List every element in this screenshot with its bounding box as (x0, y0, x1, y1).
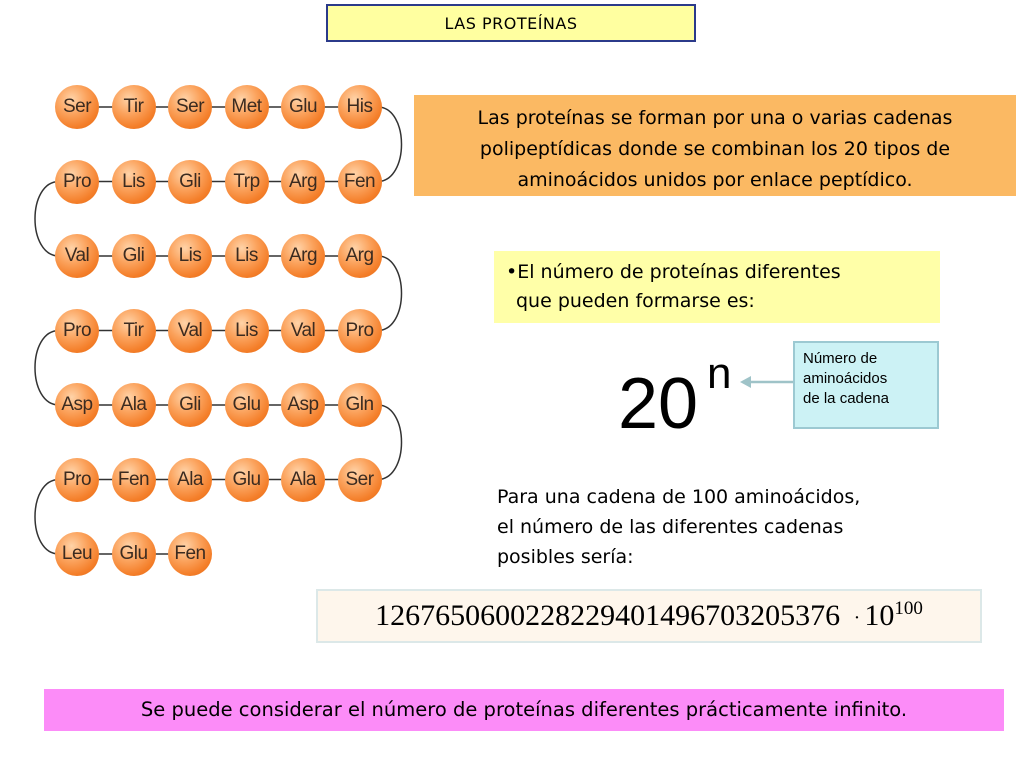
amino-acid-label: Pro (62, 468, 92, 490)
chain-turn-link (378, 107, 402, 182)
amino-acid-bead (338, 85, 382, 129)
result-base: 10 (864, 599, 895, 632)
amino-acid-bead (225, 383, 269, 427)
intro-line-2: polipeptídicas donde se combinan los 20 tipos de (479, 138, 951, 160)
amino-acid-label: Pro (345, 319, 374, 341)
amino-acid-label: Trp (233, 170, 260, 192)
chain-turn-link (35, 182, 59, 257)
amino-acid-label: Glu (232, 394, 261, 415)
amino-acid-label: Ser (62, 96, 92, 117)
paragraph-line-2: el número de las diferentes cadenas (497, 516, 844, 538)
amino-acid-bead (225, 458, 269, 502)
amino-acid-label: Gli (122, 245, 145, 266)
amino-acid-label: Fen (343, 170, 376, 192)
amino-acid-bead (225, 85, 269, 129)
amino-acid-label: Gli (179, 170, 201, 192)
amino-acid-label: Val (64, 245, 90, 266)
amino-acid-bead (168, 532, 212, 576)
amino-acid-bead (168, 85, 212, 129)
chain-turn-link (378, 405, 402, 480)
arrow-left-icon (738, 372, 796, 392)
result-mantissa: 1267650600228229401496703205376 (375, 599, 841, 632)
amino-acid-bead (338, 458, 382, 502)
amino-acid-label: Gln (345, 394, 374, 415)
amino-acid-bead (112, 160, 156, 204)
amino-acid-label: Fen (174, 543, 206, 564)
amino-acid-bead (168, 458, 212, 502)
amino-acid-label: Leu (61, 543, 93, 564)
amino-acid-bead (225, 160, 269, 204)
amino-acid-bead (281, 458, 325, 502)
amino-acid-bead (281, 234, 325, 278)
amino-acid-bead (225, 309, 269, 353)
formula-exponent: n (707, 349, 732, 398)
amino-acid-bead (338, 309, 382, 353)
bullet-line-2: que pueden formarse es: (516, 290, 755, 312)
amino-acid-bead (225, 234, 269, 278)
bullet-box (494, 251, 940, 323)
amino-acid-label: Lis (178, 245, 202, 266)
paragraph-line-1: Para una cadena de 100 aminoácidos, (497, 486, 861, 508)
amino-acid-bead (55, 383, 99, 427)
amino-acid-label: Lis (235, 245, 258, 266)
amino-acid-label: Val (177, 319, 203, 341)
amino-acid-bead (168, 309, 212, 353)
amino-acid-label: Asp (287, 394, 319, 415)
amino-acid-label: Met (231, 96, 262, 117)
amino-acid-label: Ser (175, 96, 205, 117)
amino-acid-label: Arg (288, 170, 318, 192)
amino-acid-label: Lis (235, 319, 258, 341)
amino-acid-label: Ser (345, 468, 374, 490)
amino-acid-label: Pro (62, 170, 92, 192)
chain-turn-link (35, 480, 59, 555)
page-title: LAS PROTEÍNAS (326, 4, 696, 42)
amino-acid-bead (55, 458, 99, 502)
intro-box (414, 95, 1016, 196)
amino-acid-bead (112, 383, 156, 427)
amino-acid-label: Tir (123, 319, 144, 341)
intro-line-1: Las proteínas se forman por una o varias cadenas (477, 107, 953, 129)
exponent-note (793, 341, 939, 429)
note-line-1: Número de (803, 350, 878, 367)
amino-acid-label: Tir (123, 96, 144, 117)
amino-acid-bead (338, 383, 382, 427)
amino-acid-bead (338, 160, 382, 204)
amino-acid-label: Arg (288, 245, 318, 266)
example-paragraph (497, 482, 967, 572)
amino-acid-label: Glu (288, 96, 318, 117)
amino-acid-bead (55, 160, 99, 204)
amino-acid-label: Ala (290, 468, 316, 490)
amino-acid-label: Fen (117, 468, 150, 490)
note-line-2: aminoácidos (803, 370, 888, 387)
amino-acid-bead (55, 309, 99, 353)
amino-acid-bead (168, 383, 212, 427)
intro-line-3: aminoácidos unidos por enlace peptídico. (517, 169, 913, 191)
result-number (316, 589, 982, 643)
amino-acid-bead (112, 458, 156, 502)
amino-acid-bead (281, 383, 325, 427)
amino-acid-bead (281, 85, 325, 129)
amino-acid-bead (112, 85, 156, 129)
amino-acid-label: Arg (345, 245, 374, 266)
amino-acid-bead (168, 234, 212, 278)
chain-turn-link (378, 256, 402, 331)
amino-acid-bead (281, 160, 325, 204)
amino-acid-bead (112, 309, 156, 353)
amino-acid-bead (55, 234, 99, 278)
amino-acid-bead (55, 85, 99, 129)
amino-acid-label: Ala (177, 468, 203, 490)
amino-acid-bead (281, 309, 325, 353)
amino-acid-label: Lis (122, 170, 145, 192)
amino-acid-bead (112, 532, 156, 576)
note-line-3: de la cadena (803, 390, 889, 407)
amino-acid-label: Glu (119, 543, 148, 564)
amino-acid-label: Asp (61, 394, 93, 415)
amino-acid-label: Ala (120, 394, 147, 415)
amino-acid-bead (338, 234, 382, 278)
amino-acid-label: Pro (62, 319, 92, 341)
chain-turn-link (35, 331, 59, 406)
formula (612, 349, 742, 448)
amino-acid-label: His (346, 96, 373, 117)
conclusion: Se puede considerar el número de proteínas diferentes prácticamente infinito. (44, 689, 1004, 731)
paragraph-line-3: posibles sería: (497, 546, 634, 568)
result-exponent: 100 (894, 598, 923, 619)
amino-acid-label: Val (290, 319, 316, 341)
amino-acid-label: Glu (232, 468, 261, 490)
bullet-line-1: •El número de proteínas diferentes (506, 261, 841, 283)
formula-base: 20 (618, 364, 699, 444)
result-dot: · (853, 607, 861, 630)
amino-acid-bead (112, 234, 156, 278)
amino-acid-bead (168, 160, 212, 204)
amino-acid-label: Gli (179, 394, 201, 415)
amino-acid-bead (55, 532, 99, 576)
